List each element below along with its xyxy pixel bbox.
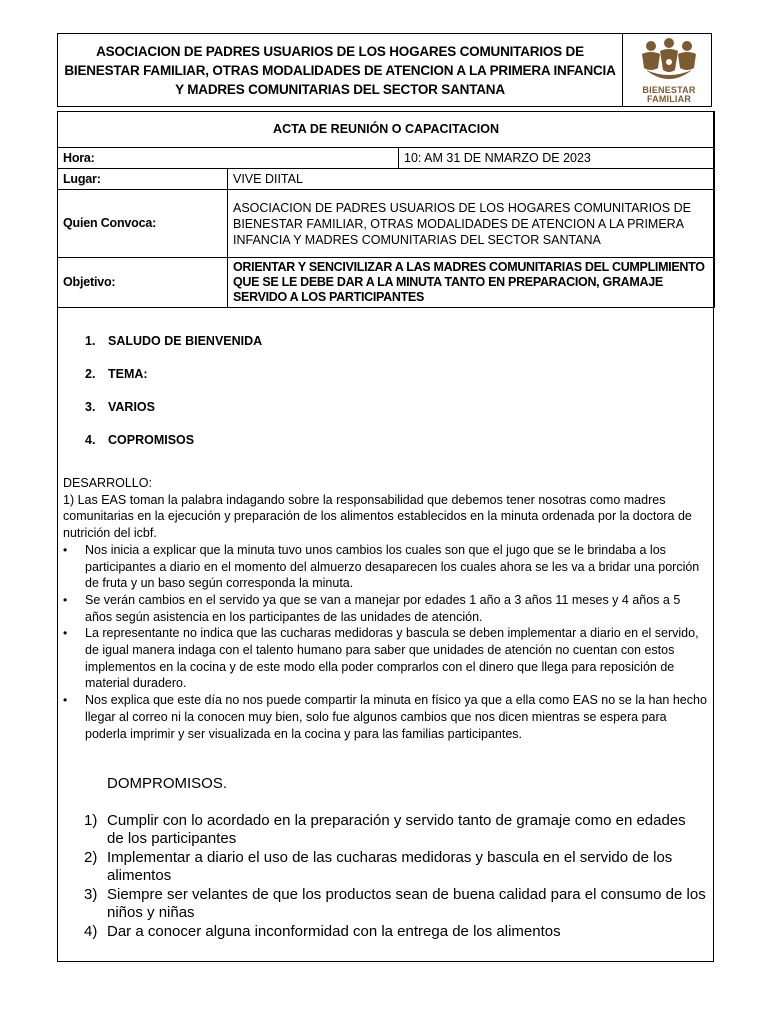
compromiso-item: [84, 923, 706, 941]
bullet-icon: •: [63, 693, 68, 708]
family-icon: [638, 38, 700, 84]
acta-title: ACTA DE REUNIÓN O CAPACITACION: [58, 112, 715, 148]
logo-text-line2: FAMILIAR: [646, 94, 692, 104]
bienestar-familiar-logo: [630, 38, 708, 104]
bullet-item: [63, 692, 709, 742]
desarrollo-heading: DESARROLLO:: [63, 476, 152, 490]
hora-value: 10: AM 31 DE NMARZO DE 2023: [399, 148, 715, 169]
agenda-number: 4.: [85, 433, 96, 447]
convoca-label: Quien Convoca:: [58, 190, 228, 258]
compromiso-text: Cumplir con lo acordado en la preparación y servido tanto de gramaje como en edades de los participantes: [107, 812, 686, 847]
lugar-label: Lugar:: [58, 169, 228, 190]
compromisos-list: [84, 812, 706, 942]
agenda-item: [85, 432, 262, 465]
compromiso-number: 2): [84, 849, 98, 866]
agenda-text: SALUDO DE BIENVENIDA: [108, 334, 263, 348]
meeting-info-table: [57, 111, 715, 308]
hora-label: Hora:: [58, 148, 399, 169]
logo-text-line1: BIENESTAR: [642, 85, 696, 95]
agenda-item: [85, 366, 262, 399]
objetivo-label: Objetivo:: [58, 258, 228, 308]
bullet-item: [63, 592, 709, 625]
compromiso-item: [84, 812, 706, 848]
compromiso-text: Dar a conocer alguna inconformidad con la entrega de los alimentos: [107, 923, 561, 940]
bullet-text: Se verán cambios en el servido ya que se van a manejar por edades 1 año a 3 años 11 meses y 4 años a 5 años según asistencia en los participantes de las unidades de atención.: [85, 592, 681, 624]
agenda-text: TEMA:: [108, 367, 148, 381]
organization-title: ASOCIACION DE PADRES USUARIOS DE LOS HOGARES COMUNITARIOS DE BIENESTAR FAMILIAR, OTRAS MODALIDADES DE ATENCION A LA PRIMERA INFANCIA Y MADRES COMUNITARIAS DEL SECTOR SANTANA: [58, 33, 623, 107]
bullet-item: [63, 542, 709, 592]
compromiso-number: 1): [84, 812, 98, 829]
compromiso-number: 3): [84, 886, 98, 903]
agenda-number: 3.: [85, 400, 96, 414]
bullet-icon: •: [63, 626, 68, 641]
compromisos-title: DOMPROMISOS.: [107, 775, 228, 792]
bullet-text: La representante no indica que las cucharas medidoras y bascula se deben implementar a diario en el servido, de igual manera indaga con el talento humano para saber que unidades de atención no cuentan con estos implementos en la cocina y de este modo ella poder comprarlos con el dinero que llega para reposición de material duradero.: [85, 626, 699, 691]
agenda-text: VARIOS: [108, 400, 155, 414]
agenda-number: 2.: [85, 367, 96, 381]
bullet-icon: •: [63, 542, 68, 557]
lugar-value: VIVE DIITAL: [228, 169, 715, 190]
agenda-item: [85, 333, 262, 366]
bullet-text: Nos explica que este día no nos puede compartir la minuta en físico ya que a ella como EAS no se la han hecho llegar al correo ni la conocen muy bien, solo fue algunos cambios que nos dicen mientras se espera para poderla imprimir y ser visualizada en la cocina y para las familias participantes.: [85, 693, 707, 741]
compromiso-item: [84, 886, 706, 922]
bullet-icon: •: [63, 592, 68, 607]
convoca-value: ASOCIACION DE PADRES USUARIOS DE LOS HOGARES COMUNITARIOS DE BIENESTAR FAMILIAR, OTRAS MODALIDADES DE ATENCION A LA PRIMERA INFANCIA Y MADRES COMUNITARIAS DEL SECTOR SANTANA: [228, 190, 715, 258]
agenda-list: [85, 333, 262, 465]
agenda-text: COPROMISOS: [108, 433, 195, 447]
agenda-number: 1.: [85, 334, 96, 348]
bullet-text: Nos inicia a explicar que la minuta tuvo unos cambios los cuales son que el jugo que se le brindaba a los participantes a diario en el momento del almuerzo desaparecen los cuales ahora se les va a bridar una porción de fruta y un baso según corresponda la minuta.: [85, 542, 700, 591]
desarrollo-section: [63, 475, 709, 742]
desarrollo-intro: 1) Las EAS toman la palabra indagando sobre la responsabilidad que debemos tener nosotras como madres comunitarias en la ejecución y preparación de los alimentos establecidos en la minuta ordenada por la doctora de nutrición del icbf.: [63, 492, 692, 541]
agenda-item: [85, 399, 262, 432]
compromiso-text: Siempre ser velantes de que los productos sean de buena calidad para el consumo de los niños y niñas: [107, 886, 706, 921]
compromiso-item: [84, 849, 706, 885]
compromiso-text: Implementar a diario el uso de las cucharas medidoras y bascula en el servido de los alimentos: [107, 849, 673, 884]
bullet-item: [63, 625, 709, 692]
compromiso-number: 4): [84, 923, 98, 940]
objetivo-value: ORIENTAR Y SENCIVILIZAR A LAS MADRES COMUNITARIAS DEL CUMPLIMIENTO QUE SE LE DEBE DAR A LA MINUTA TANTO EN PREPARACION, GRAMAJE SERVIDO A LOS PARTICIPANTES: [228, 258, 715, 308]
desarrollo-bullets: [63, 542, 709, 742]
